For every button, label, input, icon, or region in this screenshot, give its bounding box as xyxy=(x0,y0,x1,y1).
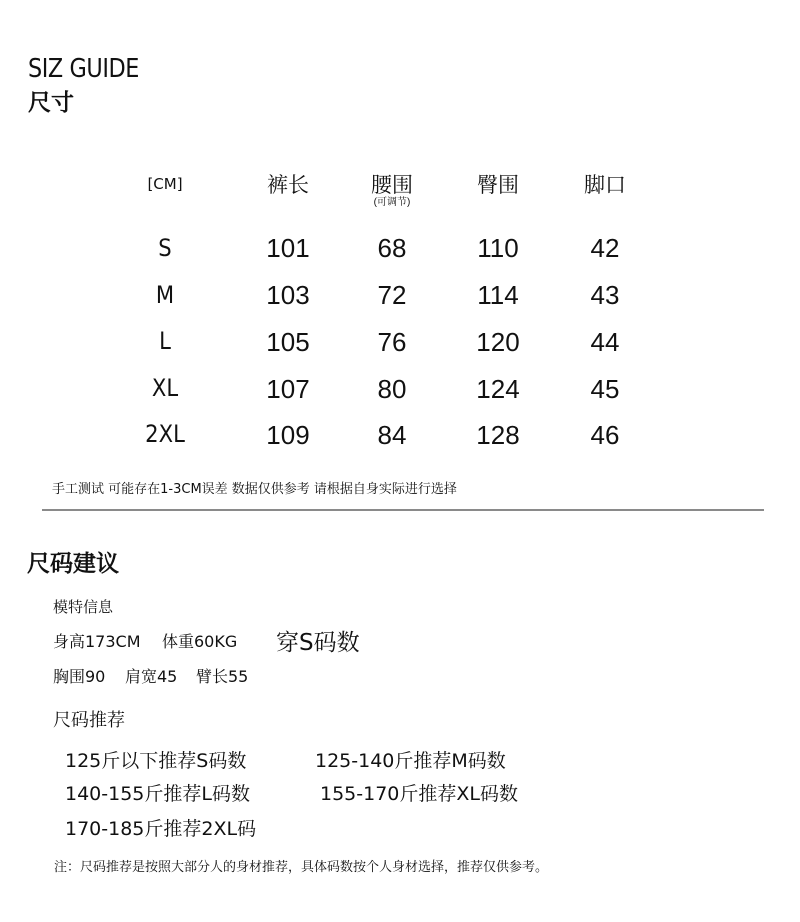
table-cell-length: 103 xyxy=(266,280,310,310)
model-weight: 体重60KG xyxy=(162,632,238,651)
size-recommend-heading: 尺码推荐 xyxy=(53,710,125,731)
model-wears-size: 穿S码数 xyxy=(276,630,360,656)
table-cell-waist: 72 xyxy=(377,280,407,310)
model-arm-length: 臂长55 xyxy=(196,667,249,686)
recommendation-item: 125-140斤推荐M码数 xyxy=(315,750,506,772)
table-cell-hem: 45 xyxy=(590,374,620,404)
table-unit-label: [CM] xyxy=(147,175,183,193)
model-height: 身高173CM xyxy=(53,632,141,651)
table-row-size: 2XL xyxy=(145,420,185,448)
measurement-note: 手工测试 可能存在1-3CM误差 数据仅供参考 请根据自身实际进行选择 xyxy=(52,482,457,497)
table-cell-hem: 46 xyxy=(590,420,620,450)
recommendation-item: 125斤以下推荐S码数 xyxy=(65,750,247,772)
column-header-length: 裤长 xyxy=(267,173,309,197)
table-cell-waist: 68 xyxy=(377,233,407,263)
recommendation-item: 155-170斤推荐XL码数 xyxy=(320,783,518,805)
table-cell-hem: 42 xyxy=(590,233,620,263)
model-chest: 胸围90 xyxy=(53,667,106,686)
column-header-hem: 脚口 xyxy=(584,173,626,197)
table-cell-waist: 84 xyxy=(377,420,407,450)
column-header-hip: 臀围 xyxy=(477,173,519,197)
recommendation-item: 140-155斤推荐L码数 xyxy=(65,783,250,805)
table-cell-length: 107 xyxy=(266,374,310,404)
table-row-size: L xyxy=(159,327,171,355)
recommendation-item: 170-185斤推荐2XL码 xyxy=(65,818,257,840)
table-row-size: M xyxy=(155,281,175,309)
page-title-cn: 尺寸 xyxy=(28,90,74,116)
model-shoulder: 肩宽45 xyxy=(125,667,178,686)
table-cell-hem: 43 xyxy=(590,280,620,310)
section-divider xyxy=(42,509,764,511)
column-header-waist-note: (可调节) xyxy=(373,197,411,208)
table-row-size: S xyxy=(158,234,172,262)
table-cell-hip: 120 xyxy=(476,327,520,357)
table-cell-length: 105 xyxy=(266,327,310,357)
table-cell-waist: 80 xyxy=(377,374,407,404)
table-cell-hip: 128 xyxy=(476,420,520,450)
page-title-en: SIZ GUIDE xyxy=(28,54,139,84)
section-title-size-suggestion: 尺码建议 xyxy=(27,551,119,577)
model-info-heading: 模特信息 xyxy=(53,598,114,616)
table-cell-hip: 124 xyxy=(476,374,520,404)
footnote: 注：尺码推荐是按照大部分人的身材推荐，具体码数按个人身材选择，推荐仅供参考。 xyxy=(54,860,549,875)
table-cell-length: 101 xyxy=(266,233,310,263)
column-header-waist: 腰围 xyxy=(371,173,413,197)
table-cell-waist: 76 xyxy=(377,327,407,357)
table-cell-length: 109 xyxy=(266,420,310,450)
table-cell-hem: 44 xyxy=(590,327,620,357)
table-cell-hip: 114 xyxy=(477,280,519,310)
table-cell-hip: 110 xyxy=(477,233,519,263)
table-row-size: XL xyxy=(151,374,179,402)
